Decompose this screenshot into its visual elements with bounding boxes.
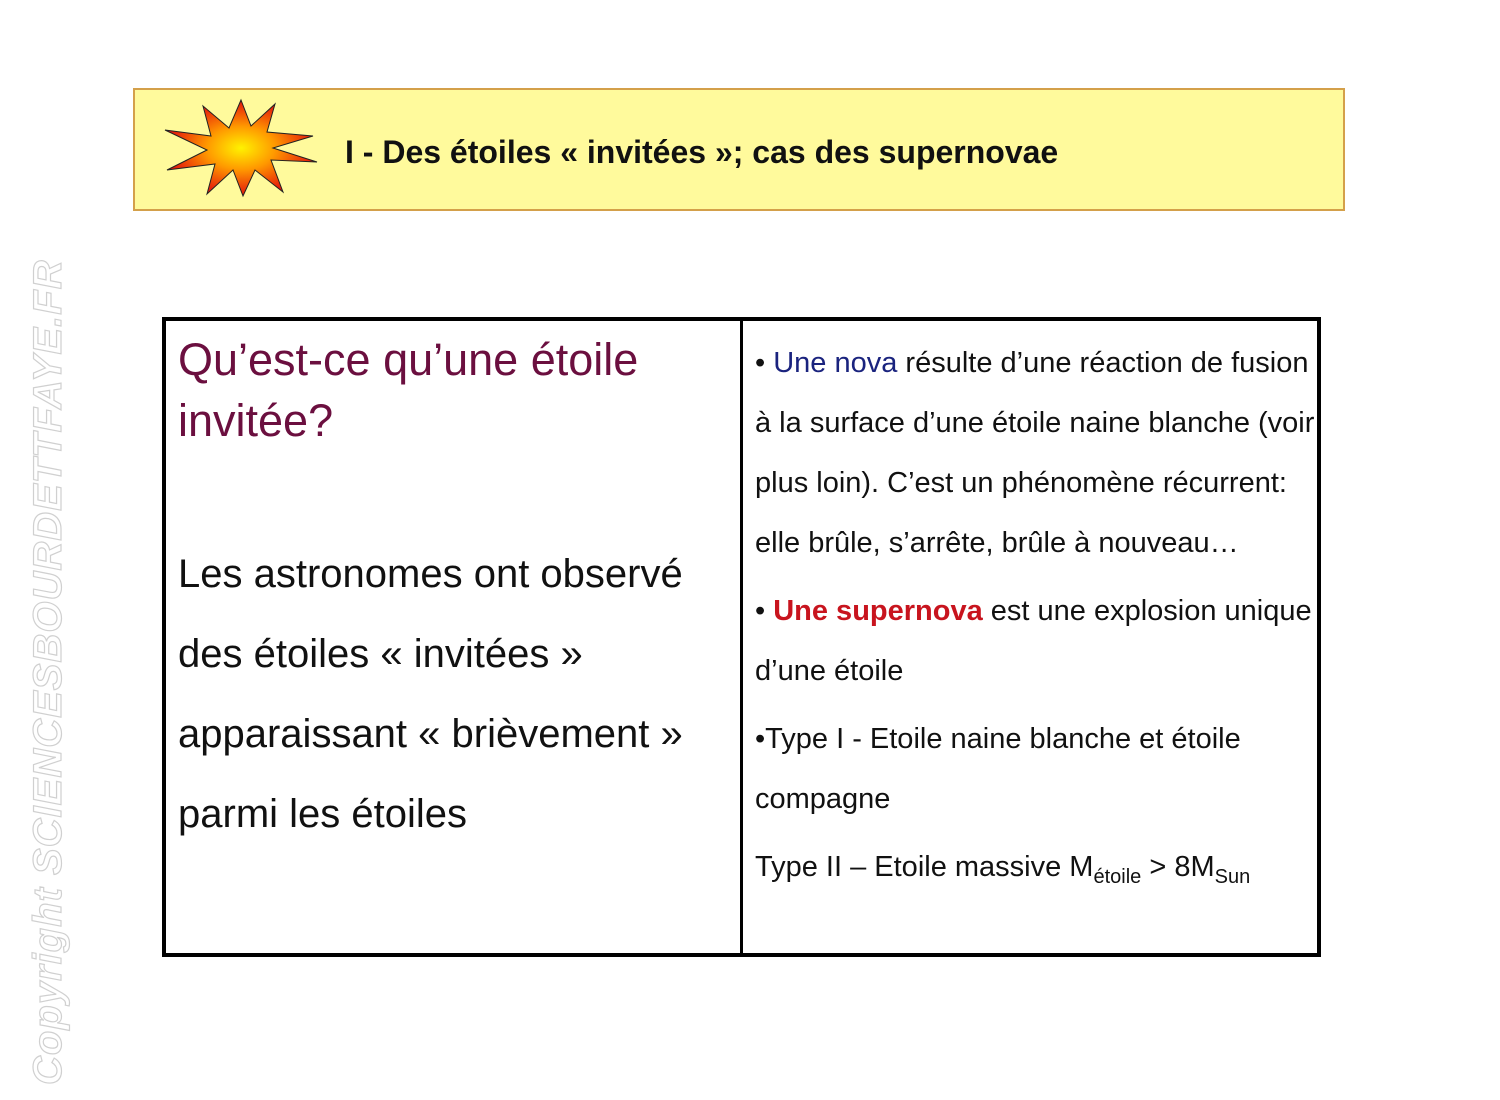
copyright-watermark: Copyright SCIENCESBOURDETTFAYE.FR [26,259,70,1085]
nova-term: Une nova [773,347,898,379]
mass-subscript-sun: Sun [1214,866,1251,888]
left-body-text: Les astronomes ont observé des étoiles « invitées » apparaissant « brièvement » parmi les étoiles [178,552,683,836]
nova-paragraph [755,333,1315,573]
type-two-paragraph [755,837,1315,897]
left-column [178,329,734,854]
bullet: • [755,595,774,627]
question-heading: Qu’est-ce qu’une étoile invitée? [178,334,639,446]
supernova-paragraph [755,581,1315,701]
right-column [755,333,1315,897]
title-banner [133,88,1345,211]
bullet: • [755,347,774,379]
content-table [162,317,1321,957]
supernova-term: Une supernova [773,595,983,627]
type-two-middle: > 8M [1141,851,1215,883]
page-title: I - Des étoiles « invitées »; cas des supernovae [345,134,1059,170]
column-divider [740,321,743,953]
type-one-paragraph: •Type I - Etoile naine blanche et étoile compagne [755,723,1241,815]
mass-subscript-etoile: étoile [1093,866,1142,888]
starburst-icon [163,98,319,198]
type-two-prefix: Type II – Etoile massive M [755,851,1094,883]
supernova-description: est une explosion unique d’une étoile [755,595,1312,687]
nova-description: résulte d’une réaction de fusion à la surface d’une étoile naine blanche (voir plus loin). C’est un phénomène récurrent: elle brûle, s’arrête, brûle à nouveau… [755,347,1315,559]
